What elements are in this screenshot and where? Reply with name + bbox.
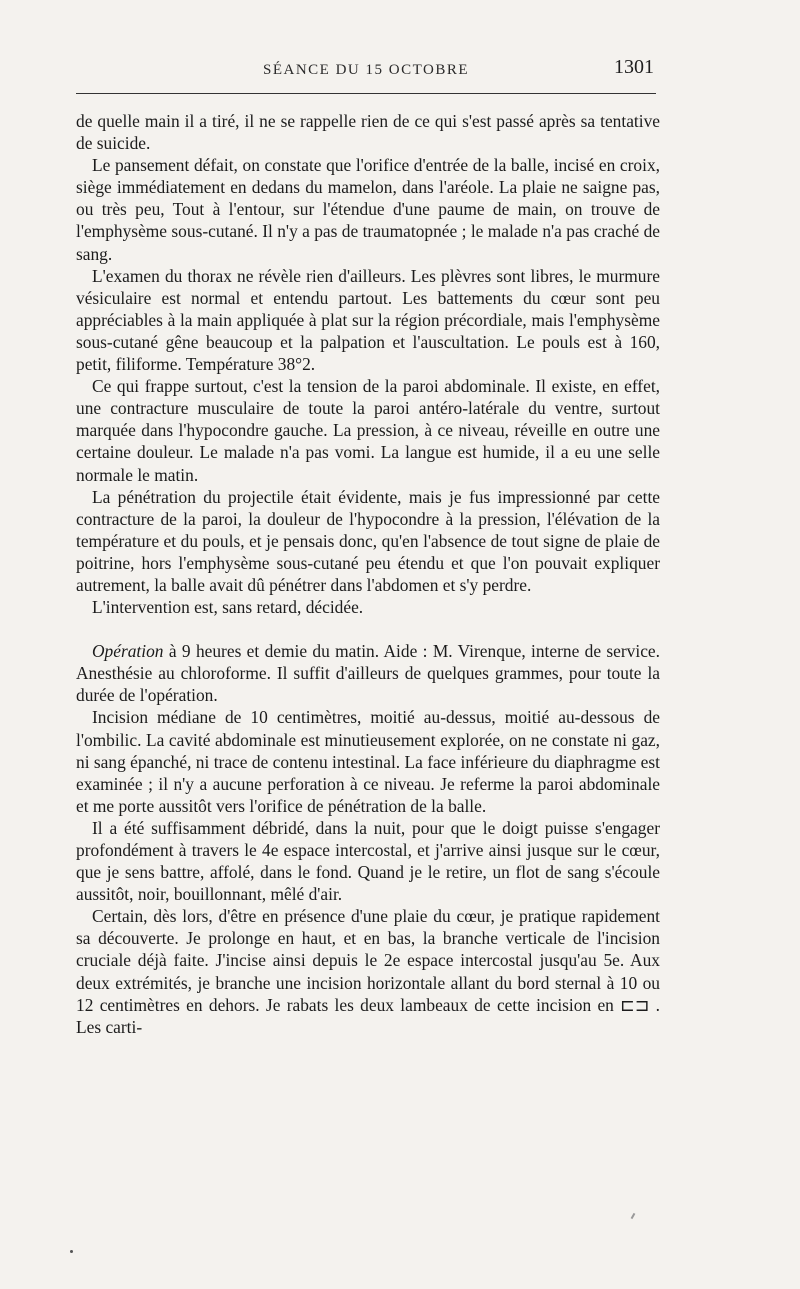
- paragraph: Incision médiane de 10 centimètres, moitié au-dessus, moitié au-dessous de l'ombilic. La cavité abdominale est minutieusement explorée, on ne constate ni gaz, ni sang épanché, ni trace de contenu intestinal. La face inférieure du diaphragme est examinée ; il n'y a aucune perforation à ce niveau. Je referme la paroi abdominale et me porte aussitôt vers l'orifice de pénétration de la balle.: [76, 707, 660, 816]
- running-title: SÉANCE DU 15 OCTOBRE: [263, 62, 469, 78]
- paragraph: Certain, dès lors, d'être en présence d'une plaie du cœur, je pratique rapidement sa découverte. Je prolonge en haut, et en bas, la branche verticale de l'incision cruciale déjà faite. J'incise ainsi depuis le 2e espace intercostal jusqu'au 5e. Aux deux extrémités, je branche une incision horizontale allant du bord sternal à 10 ou 12 centimètres en dehors. Je rabats les deux lambeaux de cette incision en ⊏⊐ . Les carti-: [76, 906, 660, 1037]
- operation-lead: Opération: [92, 641, 164, 662]
- margin-mark: [631, 1213, 636, 1219]
- paragraph: L'intervention est, sans retard, décidée.: [92, 597, 364, 618]
- paragraph: de quelle main il a tiré, il ne se rappelle rien de ce qui s'est passé après sa tentative de suicide.: [76, 111, 660, 154]
- paragraph: Ce qui frappe surtout, c'est la tension de la paroi abdominale. Il existe, en effet, une contracture musculaire de toute la paroi antéro-latérale du ventre, surtout marquée dans l'hypocondre gauche. La pression, à ce niveau, réveille en outre une certaine douleur. Le malade n'a pas vomi. La langue est humide, il a eu une selle normale le matin.: [76, 376, 660, 485]
- running-header: [76, 56, 656, 86]
- page-number: 1301: [614, 56, 654, 78]
- margin-speck: [70, 1250, 73, 1253]
- paragraph-operation: [76, 640, 660, 706]
- header-rule: [76, 93, 656, 94]
- paragraph: Il a été suffisamment débridé, dans la nuit, pour que le doigt puisse s'engager profondément à travers le 4e espace intercostal, et j'arrive ainsi jusque sur le cœur, que je sens battre, affolé, dans le fond. Quand je le retire, un flot de sang s'écoule aussitôt, noir, bouillonnant, mêlé d'air.: [76, 817, 660, 905]
- paragraph: L'examen du thorax ne révèle rien d'ailleurs. Les plèvres sont libres, le murmure vésiculaire est normal et entendu partout. Les battements du cœur sont peu appréciables à la main appliquée à plat sur la région précordiale, mais l'emphysème sous-cutané gêne beaucoup et la palpation et l'auscultation. Le pouls est à 160, petit, filiforme. Température 38°2.: [76, 265, 660, 375]
- paragraph: La pénétration du projectile était évidente, mais je fus impressionné par cette contracture de la paroi, la douleur de l'hypocondre à la pression, l'élévation de la température et du pouls, et je pensais donc, qu'en l'absence de tout signe de plaie de poitrine, hors l'emphysème sous-cutané peu étendu et que l'on pouvait expliquer autrement, la balle avait dû pénétrer dans l'abdomen et s'y perdre.: [76, 486, 660, 595]
- operation-text: à 9 heures et demie du matin. Aide : M. Virenque, interne de service. Anesthésie au chloroforme. Il suffit d'ailleurs de quelques grammes, pour toute la durée de l'opération.: [76, 641, 660, 706]
- paragraph: Le pansement défait, on constate que l'orifice d'entrée de la balle, incisé en croix, siège immédiatement en dedans du mamelon, dans l'aréole. La plaie ne saigne pas, ou très peu, Tout à l'entour, sur l'étendue d'une paume de main, on trouve de l'emphysème sous-cutané. Il n'y a pas de traumatopnée ; le malade n'a pas craché de sang.: [76, 155, 660, 264]
- body-text: [76, 110, 660, 1038]
